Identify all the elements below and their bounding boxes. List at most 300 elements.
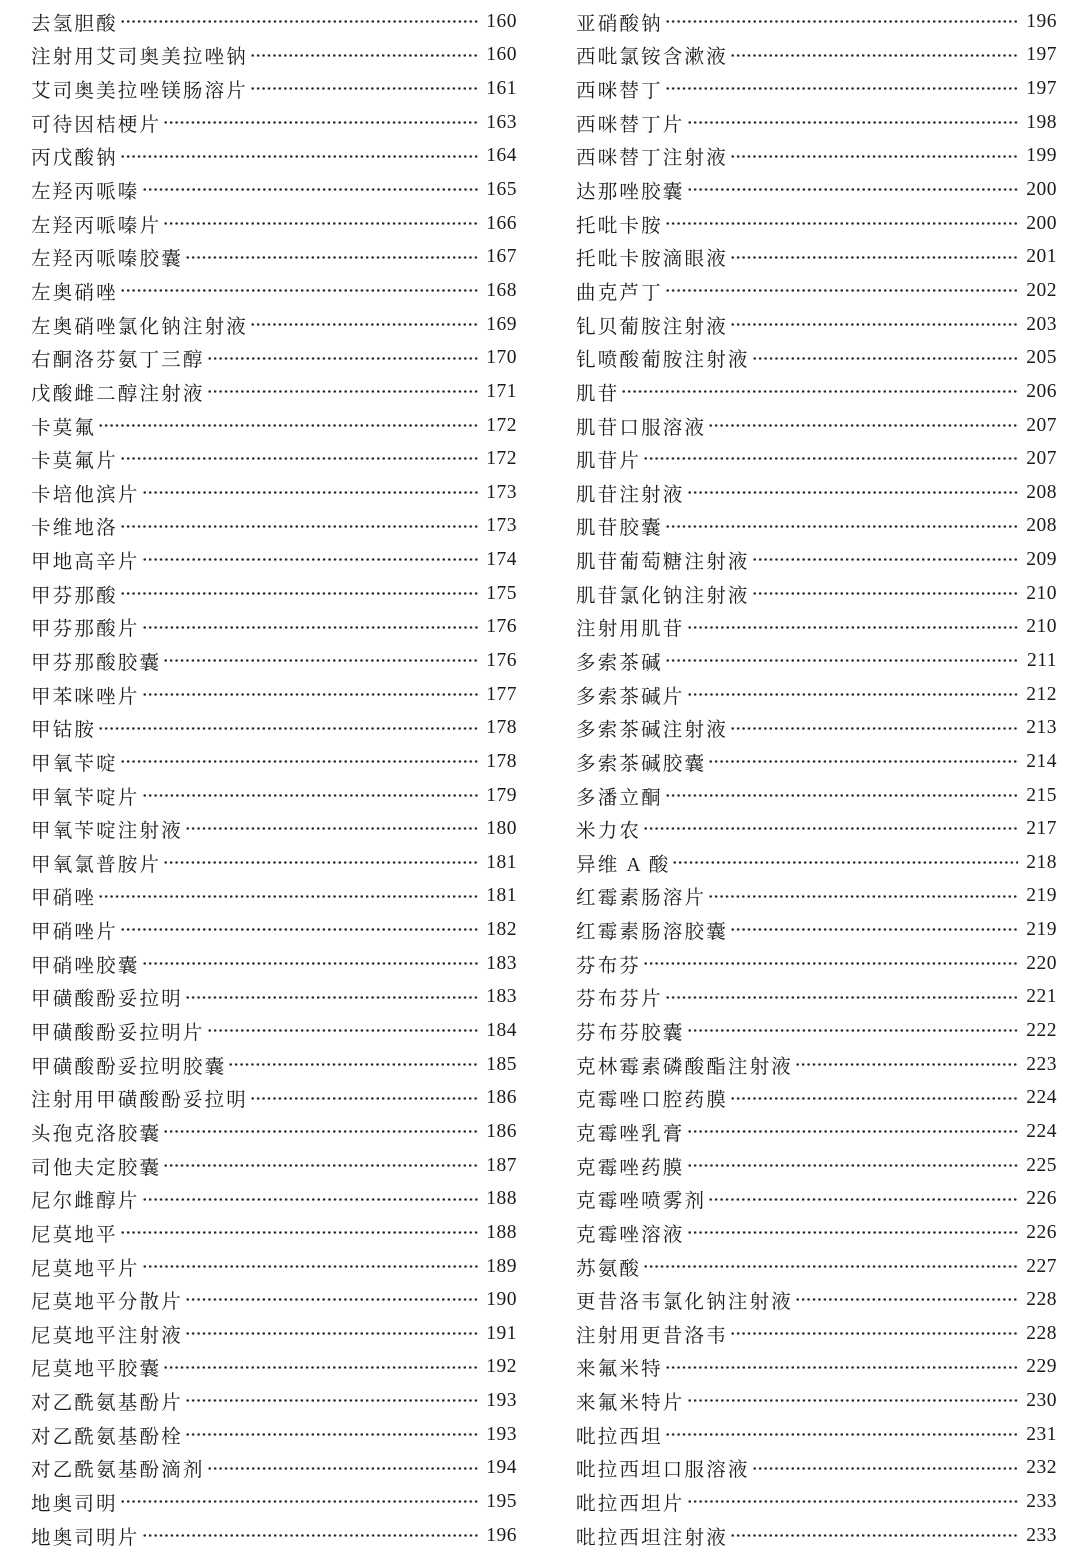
- toc-entry: [31, 812, 517, 846]
- page-number: 222: [1026, 1020, 1057, 1042]
- toc-entry: [576, 72, 1057, 106]
- page-number: 189: [486, 1255, 517, 1277]
- toc-entry: [31, 39, 517, 73]
- drug-name: 曲克芦丁: [576, 282, 663, 304]
- dot-leader: [687, 106, 1019, 140]
- dot-leader: [250, 72, 478, 106]
- page-number: 161: [486, 78, 517, 100]
- page-number: 200: [1026, 179, 1057, 201]
- dot-leader: [665, 644, 1019, 678]
- dot-leader: [120, 1216, 478, 1250]
- toc-entry: [31, 611, 517, 645]
- drug-name: 钆喷酸葡胺注射液: [576, 350, 750, 372]
- toc-entry: [576, 644, 1057, 678]
- page-number: 176: [486, 616, 517, 638]
- drug-name: 注射用更昔洛韦: [576, 1325, 728, 1347]
- page-number: 191: [486, 1322, 517, 1344]
- dot-leader: [665, 274, 1018, 308]
- drug-name: 红霉素肠溶片: [576, 888, 707, 910]
- toc-entry: [576, 274, 1057, 308]
- toc-entry: [31, 1014, 517, 1048]
- page-number: 225: [1026, 1154, 1057, 1176]
- drug-name: 左羟丙哌嗪: [31, 182, 140, 204]
- dot-leader: [142, 779, 479, 813]
- toc-entry: [576, 1283, 1057, 1317]
- page-number: 166: [486, 212, 517, 234]
- dot-leader: [98, 880, 478, 914]
- toc-entry: [31, 341, 517, 375]
- drug-name: 头孢克洛胶囊: [31, 1123, 162, 1145]
- dot-leader: [250, 39, 478, 73]
- toc-entry: [31, 106, 517, 140]
- page-number: 173: [486, 515, 517, 537]
- page-number: 223: [1026, 1053, 1057, 1075]
- drug-name: 戊酸雌二醇注射液: [31, 383, 205, 405]
- toc-entry: [31, 981, 517, 1015]
- dot-leader: [643, 812, 1018, 846]
- toc-entry: [31, 947, 517, 981]
- page-number: 207: [1026, 414, 1057, 436]
- dot-leader: [120, 5, 478, 39]
- drug-name: 对乙酰氨基酚栓: [31, 1426, 183, 1448]
- page-number: 190: [486, 1289, 517, 1311]
- drug-name: 肌苷氯化钠注射液: [576, 585, 750, 607]
- drug-name: 肌苷注射液: [576, 484, 685, 506]
- dot-leader: [795, 1048, 1018, 1082]
- page-number: 196: [486, 1524, 517, 1546]
- drug-name: 右酮洛芬氨丁三醇: [31, 350, 205, 372]
- dot-leader: [207, 375, 479, 409]
- dot-leader: [730, 140, 1018, 174]
- page-number: 219: [1026, 919, 1057, 941]
- dot-leader: [665, 5, 1018, 39]
- dot-leader: [687, 173, 1019, 207]
- toc-entry: [576, 779, 1057, 813]
- toc-entry: [576, 711, 1057, 745]
- dot-leader: [185, 1283, 478, 1317]
- drug-name: 甲氧苄啶注射液: [31, 821, 183, 843]
- toc-entry: [576, 173, 1057, 207]
- drug-name: 多索茶碱: [576, 652, 663, 674]
- dot-leader: [250, 1082, 478, 1116]
- dot-leader: [120, 442, 478, 476]
- dot-leader: [163, 106, 478, 140]
- drug-name: 艾司奥美拉唑镁肠溶片: [31, 81, 249, 103]
- dot-leader: [185, 1418, 478, 1452]
- page-number: 170: [486, 347, 517, 369]
- page-number: 193: [486, 1390, 517, 1412]
- toc-entry: [31, 1082, 517, 1116]
- page-number: 208: [1026, 515, 1057, 537]
- toc-entry: [576, 1048, 1057, 1082]
- toc-entry: [31, 1452, 517, 1486]
- page-number: 168: [486, 279, 517, 301]
- page-number: 215: [1026, 784, 1057, 806]
- page-number: 195: [486, 1491, 517, 1512]
- toc-entry: [31, 510, 517, 544]
- page-number: 217: [1026, 818, 1057, 840]
- drug-name: 肌苷片: [576, 451, 642, 473]
- dot-leader: [643, 947, 1018, 981]
- toc-entry: [576, 577, 1057, 611]
- page-number: 188: [486, 1221, 517, 1243]
- drug-name: 苏氨酸: [576, 1258, 642, 1280]
- dot-leader: [207, 341, 479, 375]
- dot-leader: [120, 274, 478, 308]
- drug-name: 肌苷口服溶液: [576, 417, 707, 439]
- drug-name: 芬布芬片: [576, 989, 663, 1011]
- toc-entry: [576, 678, 1057, 712]
- drug-name: 米力农: [576, 821, 642, 843]
- page-number: 228: [1026, 1289, 1057, 1311]
- dot-leader: [730, 1519, 1018, 1553]
- dot-leader: [185, 812, 478, 846]
- dot-leader: [687, 1149, 1019, 1183]
- drug-name: 左奥硝唑氯化钠注射液: [31, 316, 249, 338]
- page-number: 199: [1026, 145, 1057, 167]
- drug-name: 卡莫氟: [31, 417, 97, 439]
- page-number: 227: [1026, 1255, 1057, 1277]
- dot-leader: [730, 913, 1018, 947]
- page-number: 201: [1026, 246, 1057, 268]
- toc-entry: [576, 1519, 1057, 1553]
- drug-name: 甲硝唑片: [31, 922, 118, 944]
- toc-entry: [576, 1418, 1057, 1452]
- page-number: 197: [1026, 44, 1057, 66]
- dot-leader: [752, 1452, 1019, 1486]
- toc-entry: [576, 1317, 1057, 1351]
- dot-leader: [142, 678, 479, 712]
- dot-leader: [687, 611, 1019, 645]
- toc-entry: [576, 1082, 1057, 1116]
- dot-leader: [163, 1351, 478, 1385]
- dot-leader: [120, 913, 478, 947]
- drug-name: 尼莫地平注射液: [31, 1325, 183, 1347]
- dot-leader: [120, 745, 478, 779]
- dot-leader: [665, 510, 1018, 544]
- dot-leader: [163, 644, 478, 678]
- drug-name: 甲硝唑胶囊: [31, 955, 140, 977]
- drug-name: 克霉唑喷雾剂: [576, 1191, 707, 1213]
- dot-leader: [643, 442, 1018, 476]
- toc-entry: [576, 106, 1057, 140]
- drug-name: 多索茶碱片: [576, 686, 685, 708]
- drug-name: 甲钴胺: [31, 720, 97, 742]
- page-number: 186: [486, 1087, 517, 1109]
- toc-entry: [576, 543, 1057, 577]
- dot-leader: [228, 1048, 478, 1082]
- page-number: 188: [486, 1188, 517, 1210]
- toc-entry: [576, 1384, 1057, 1418]
- toc-entry: [31, 1115, 517, 1149]
- dot-leader: [250, 308, 478, 342]
- toc-entry: [31, 644, 517, 678]
- dot-leader: [665, 1351, 1018, 1385]
- toc-entry: [576, 812, 1057, 846]
- drug-name: 对乙酰氨基酚片: [31, 1393, 183, 1415]
- toc-entry: [31, 274, 517, 308]
- toc-entry: [31, 711, 517, 745]
- dot-leader: [120, 140, 478, 174]
- toc-entry: [576, 611, 1057, 645]
- dot-leader: [185, 1384, 478, 1418]
- dot-leader: [142, 543, 479, 577]
- page-number: 165: [486, 179, 517, 201]
- toc-entry: [576, 745, 1057, 779]
- page-number: 232: [1026, 1457, 1057, 1479]
- page-number: 209: [1026, 549, 1057, 571]
- drug-name: 注射用甲磺酸酚妥拉明: [31, 1090, 249, 1112]
- drug-name: 甲氧苄啶: [31, 753, 118, 775]
- drug-name: 司他夫定胶囊: [31, 1157, 162, 1179]
- toc-entry: [31, 745, 517, 779]
- page-number: 167: [486, 246, 517, 268]
- page-number: 182: [486, 919, 517, 941]
- drug-name: 亚硝酸钠: [576, 13, 663, 35]
- toc-entry: [31, 375, 517, 409]
- toc-entry: [31, 207, 517, 241]
- toc-entry: [31, 1485, 517, 1519]
- drug-name: 尼莫地平: [31, 1224, 118, 1246]
- page-number: 212: [1026, 683, 1057, 705]
- toc-entry: [31, 1250, 517, 1284]
- page-number: 185: [486, 1053, 517, 1075]
- dot-leader: [752, 543, 1019, 577]
- drug-name: 肌苷: [576, 383, 620, 405]
- drug-name: 异维 A 酸: [576, 854, 671, 876]
- page-number: 163: [486, 111, 517, 133]
- dot-leader: [752, 577, 1019, 611]
- page-number: 174: [486, 549, 517, 571]
- toc-entry: [576, 476, 1057, 510]
- toc-entry: [31, 442, 517, 476]
- drug-name: 甲芬那酸: [31, 585, 118, 607]
- page-number: 207: [1026, 448, 1057, 470]
- dot-leader: [730, 1082, 1018, 1116]
- page-number: 175: [486, 582, 517, 604]
- dot-leader: [730, 711, 1018, 745]
- drug-name: 多索茶碱胶囊: [576, 753, 707, 775]
- dot-leader: [185, 1317, 478, 1351]
- dot-leader: [665, 72, 1018, 106]
- page-number: 183: [486, 952, 517, 974]
- toc-entry: [31, 5, 517, 39]
- toc-entry: [31, 308, 517, 342]
- page-number: 160: [486, 10, 517, 32]
- drug-name: 西咪替丁: [576, 81, 663, 103]
- drug-name: 多索茶碱注射液: [576, 720, 728, 742]
- drug-name: 吡拉西坦注射液: [576, 1527, 728, 1549]
- page-number: 173: [486, 481, 517, 503]
- dot-leader: [708, 745, 1018, 779]
- toc-entry: [31, 1317, 517, 1351]
- toc-entry: [576, 39, 1057, 73]
- drug-name: 甲磺酸酚妥拉明: [31, 989, 183, 1011]
- dot-leader: [142, 611, 479, 645]
- drug-name: 左奥硝唑: [31, 282, 118, 304]
- drug-name: 甲芬那酸片: [31, 619, 140, 641]
- page-number: 214: [1026, 750, 1057, 772]
- page-number: 176: [486, 649, 517, 671]
- dot-leader: [142, 1182, 479, 1216]
- page-number: 233: [1026, 1524, 1057, 1546]
- dot-leader: [665, 779, 1018, 813]
- page-number: 208: [1026, 481, 1057, 503]
- drug-name: 来氟米特片: [576, 1393, 685, 1415]
- dot-leader: [687, 1384, 1019, 1418]
- drug-name: 左羟丙哌嗪片: [31, 215, 162, 237]
- toc-entry: [31, 1384, 517, 1418]
- dot-leader: [142, 476, 479, 510]
- toc-column-left: [31, 5, 517, 1552]
- toc-entry: [576, 846, 1057, 880]
- drug-name: 卡莫氟片: [31, 451, 118, 473]
- page-number: 197: [1026, 78, 1057, 100]
- page-number: 233: [1026, 1491, 1057, 1512]
- dot-leader: [708, 880, 1018, 914]
- dot-leader: [163, 1115, 478, 1149]
- toc-entry: [576, 1149, 1057, 1183]
- dot-leader: [687, 678, 1019, 712]
- page-number: 211: [1026, 649, 1057, 671]
- toc-entry: [576, 308, 1057, 342]
- toc-column-right: [576, 5, 1057, 1552]
- drug-name: 尼尔雌醇片: [31, 1191, 140, 1213]
- dot-leader: [730, 240, 1018, 274]
- page-number: 178: [486, 717, 517, 739]
- drug-name: 西吡氯铵含漱液: [576, 47, 728, 69]
- dot-leader: [687, 1485, 1019, 1519]
- toc-entry: [576, 1485, 1057, 1519]
- drug-name: 多潘立酮: [576, 787, 663, 809]
- toc-entry: [576, 947, 1057, 981]
- page-number: 178: [486, 750, 517, 772]
- dot-leader: [665, 207, 1018, 241]
- page-number: 231: [1026, 1423, 1057, 1445]
- toc-entry: [576, 1452, 1057, 1486]
- drug-name: 尼莫地平分散片: [31, 1292, 183, 1314]
- dot-leader: [708, 1182, 1018, 1216]
- toc-entry: [576, 1216, 1057, 1250]
- drug-name: 左羟丙哌嗪胶囊: [31, 249, 183, 271]
- dot-leader: [185, 240, 478, 274]
- page-number: 184: [486, 1020, 517, 1042]
- page-number: 203: [1026, 313, 1057, 335]
- page-number: 160: [486, 44, 517, 66]
- toc-entry: [31, 543, 517, 577]
- toc-entry: [576, 1351, 1057, 1385]
- drug-name: 甲磺酸酚妥拉明片: [31, 1023, 205, 1045]
- page-number: 181: [486, 851, 517, 873]
- drug-name: 甲磺酸酚妥拉明胶囊: [31, 1056, 227, 1078]
- toc-entry: [576, 880, 1057, 914]
- page-number: 164: [486, 145, 517, 167]
- drug-name: 卡维地洛: [31, 518, 118, 540]
- drug-name: 更昔洛韦氯化钠注射液: [576, 1292, 794, 1314]
- page-number: 180: [486, 818, 517, 840]
- drug-name: 吡拉西坦片: [576, 1494, 685, 1515]
- drug-name: 可待因桔梗片: [31, 114, 162, 136]
- page-number: 179: [486, 784, 517, 806]
- dot-leader: [120, 1485, 478, 1519]
- drug-name: 肌苷胶囊: [576, 518, 663, 540]
- page-number: 213: [1026, 717, 1057, 739]
- drug-name: 西咪替丁片: [576, 114, 685, 136]
- toc-entry: [31, 1519, 517, 1553]
- dot-leader: [163, 207, 478, 241]
- toc-entry: [576, 240, 1057, 274]
- page-number: 186: [486, 1120, 517, 1142]
- toc-entry: [576, 375, 1057, 409]
- drug-name: 芬布芬胶囊: [576, 1023, 685, 1045]
- dot-leader: [730, 39, 1018, 73]
- page-number: 205: [1026, 347, 1057, 369]
- dot-leader: [185, 981, 478, 1015]
- toc-entry: [576, 442, 1057, 476]
- dot-leader: [207, 1452, 479, 1486]
- toc-entry: [31, 140, 517, 174]
- page-number: 221: [1026, 986, 1057, 1008]
- page-number: 192: [486, 1356, 517, 1378]
- toc-entry: [31, 1048, 517, 1082]
- page-number: 206: [1026, 380, 1057, 402]
- dot-leader: [752, 341, 1019, 375]
- toc-entry: [576, 5, 1057, 39]
- dot-leader: [687, 1014, 1019, 1048]
- drug-name: 克霉唑药膜: [576, 1157, 685, 1179]
- toc-entry: [31, 1182, 517, 1216]
- dot-leader: [98, 711, 478, 745]
- toc-entry: [576, 341, 1057, 375]
- toc-entry: [31, 1351, 517, 1385]
- drug-name: 克霉唑乳膏: [576, 1123, 685, 1145]
- page-number: 220: [1026, 952, 1057, 974]
- toc-entry: [576, 409, 1057, 443]
- drug-name: 地奥司明: [31, 1494, 118, 1515]
- toc-entry: [576, 140, 1057, 174]
- dot-leader: [142, 1250, 479, 1284]
- page-number: 224: [1026, 1120, 1057, 1142]
- page-number: 210: [1026, 582, 1057, 604]
- dot-leader: [98, 409, 478, 443]
- drug-name: 肌苷葡萄糖注射液: [576, 552, 750, 574]
- drug-name: 吡拉西坦: [576, 1426, 663, 1448]
- drug-name: 芬布芬: [576, 955, 642, 977]
- page-number: 229: [1026, 1356, 1057, 1378]
- toc-entry: [31, 240, 517, 274]
- toc-entry: [31, 1283, 517, 1317]
- page-number: 228: [1026, 1322, 1057, 1344]
- dot-leader: [621, 375, 1018, 409]
- drug-name: 克霉唑溶液: [576, 1224, 685, 1246]
- toc-entry: [31, 1149, 517, 1183]
- toc-entry: [31, 1418, 517, 1452]
- toc-entry: [576, 1014, 1057, 1048]
- drug-name: 西咪替丁注射液: [576, 148, 728, 170]
- dot-leader: [687, 1115, 1019, 1149]
- toc-entry: [576, 1115, 1057, 1149]
- drug-name: 红霉素肠溶胶囊: [576, 922, 728, 944]
- dot-leader: [687, 476, 1019, 510]
- page-number: 210: [1026, 616, 1057, 638]
- dot-leader: [665, 1418, 1018, 1452]
- toc-entry: [31, 409, 517, 443]
- toc-entry: [31, 779, 517, 813]
- drug-name: 甲苯咪唑片: [31, 686, 140, 708]
- drug-name: 甲地高辛片: [31, 552, 140, 574]
- drug-name: 钆贝葡胺注射液: [576, 316, 728, 338]
- drug-name: 去氢胆酸: [31, 13, 118, 35]
